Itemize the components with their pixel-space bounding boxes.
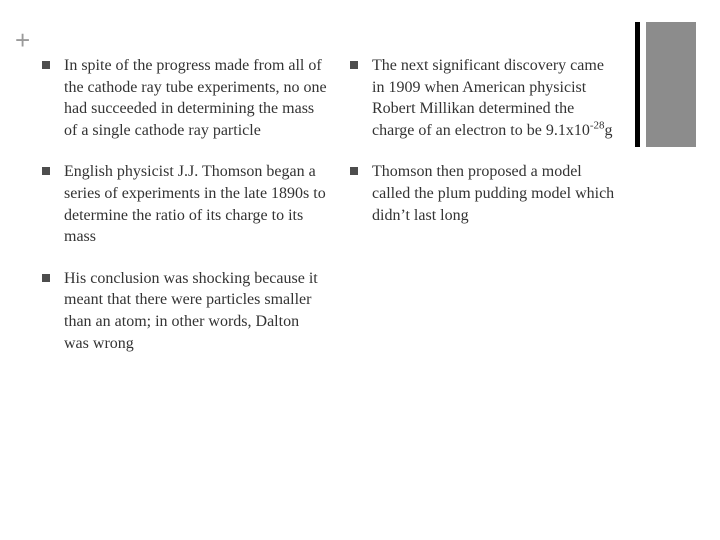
right-column (350, 55, 615, 246)
bullet-text-main: The next significant discovery came in 1909 when American physicist Robert Millikan determined the charge of an electron to be 9.1x10 (372, 57, 604, 139)
unit-suffix: g (604, 121, 613, 139)
bullet-text: His conclusion was shocking because it meant that there were particles smaller than an atom; in other words, Dalton was wrong (64, 269, 318, 352)
accent-bar-thick (646, 22, 696, 147)
square-bullet-icon (42, 167, 50, 175)
left-column (42, 55, 327, 374)
bullet-text: Thomson then proposed a model called the plum pudding model which didn’t last long (372, 163, 615, 224)
square-bullet-icon (350, 61, 358, 69)
plus-icon: + (15, 25, 31, 55)
exponent: -28 (589, 119, 605, 132)
square-bullet-icon (42, 61, 50, 69)
square-bullet-icon (42, 274, 50, 282)
bullet-item (42, 268, 327, 354)
bullet-text: In spite of the progress made from all of the cathode ray tube experiments, no one had succeeded in determining the mass of a single cathode ray particle (64, 57, 327, 139)
bullet-item (350, 161, 615, 226)
bullet-text (372, 55, 615, 141)
bullet-item (42, 161, 327, 247)
bullet-text: English physicist J.J. Thomson began a series of experiments in the late 1890s to determine the ratio of its charge to its mass (64, 163, 326, 246)
accent-bar-thin (635, 22, 640, 147)
bullet-item (42, 55, 327, 141)
square-bullet-icon (350, 167, 358, 175)
bullet-item (350, 55, 615, 141)
